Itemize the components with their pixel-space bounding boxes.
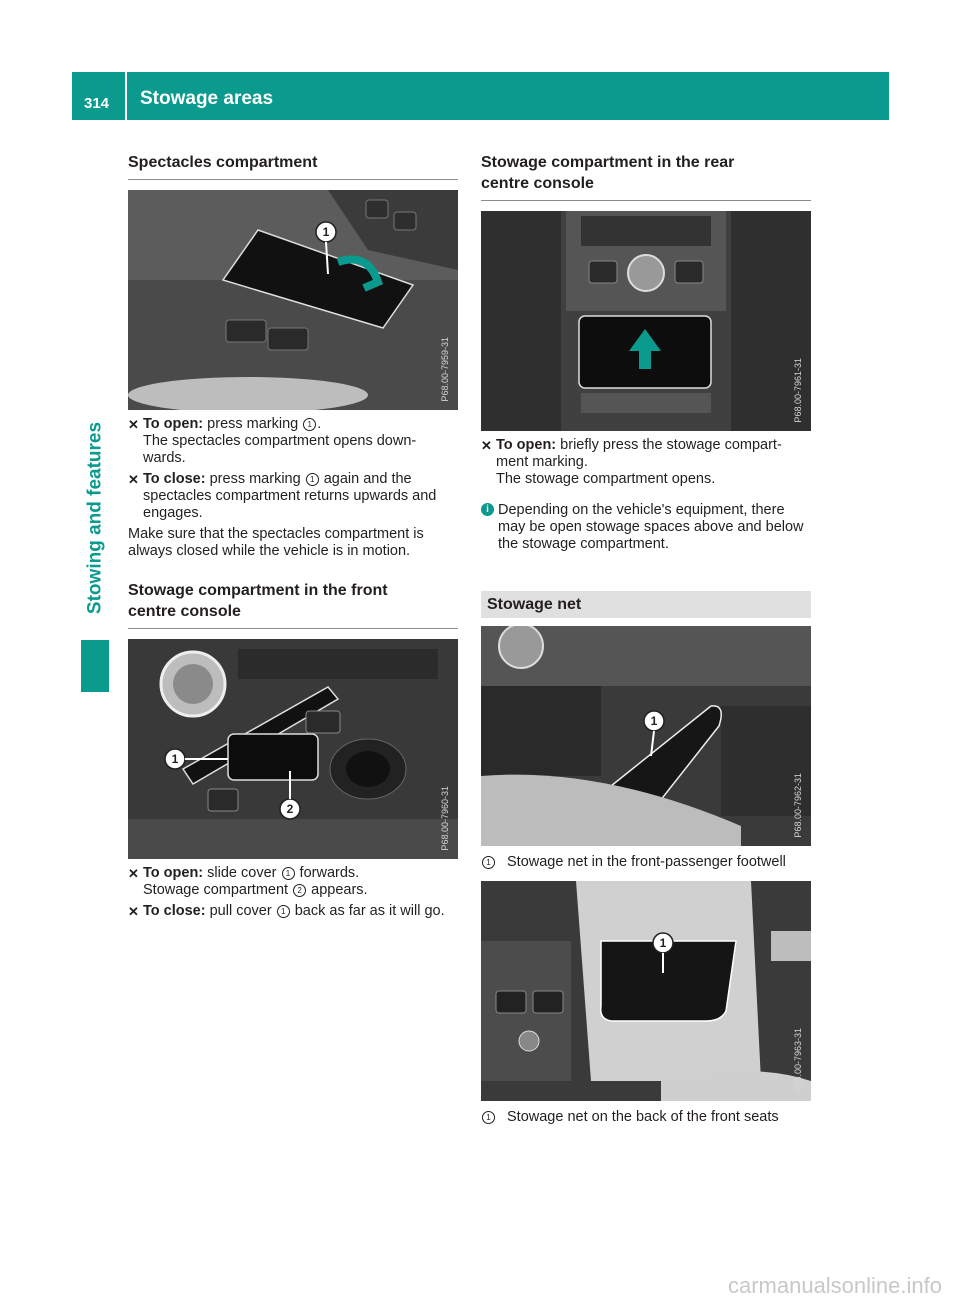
- callout-1-icon: 1: [282, 867, 295, 880]
- image-code: P68.00-7961-31: [793, 358, 803, 423]
- step-text: back as far as it will go.: [294, 903, 445, 919]
- step-open: [128, 416, 458, 467]
- step-open: [481, 437, 811, 488]
- step-result: Stowage compartment: [143, 882, 289, 898]
- step-text: press marking: [207, 416, 299, 432]
- callout-1-icon: 1: [482, 856, 495, 869]
- figure-rear-console: [481, 211, 811, 431]
- page-number: 314: [84, 95, 110, 112]
- step-result: The stowage compartment opens.: [496, 471, 716, 487]
- step-text: pull cover: [209, 903, 272, 919]
- callout-1: 1: [322, 225, 330, 239]
- watermark: carmanualsonline.info: [727, 1273, 942, 1298]
- rear-console-steps: [481, 437, 811, 488]
- image-code: P68.00-7962-31: [793, 773, 803, 838]
- front-console-illustration: [128, 639, 458, 859]
- side-tab-marker: [81, 640, 109, 692]
- caption-text: Stowage net in the front-passenger footwell: [507, 854, 786, 870]
- arrow-bullet-icon: ✕: [128, 417, 139, 432]
- arrow-bullet-icon: ✕: [481, 438, 492, 453]
- front-console-steps: [128, 865, 458, 920]
- heading-line: Stowage compartment in the front: [128, 582, 388, 599]
- info-text: Depending on the vehicle's equipment, there may be open stowage spaces above and below the stowage compartment.: [498, 502, 804, 552]
- image-code: P68.00-7959-31: [440, 337, 450, 402]
- step-label: To close:: [143, 903, 206, 919]
- stowage-net-footwell-illustration: [481, 626, 811, 846]
- section-heading-rear-console: [481, 152, 811, 201]
- callout-2-icon: 2: [293, 884, 306, 897]
- side-tab-label: Stowing and features: [84, 421, 106, 615]
- step-result: The spectacles compartment opens down-wards.: [143, 433, 417, 466]
- image-code: P68.00-7963-31: [793, 1028, 803, 1093]
- callout-2: 2: [286, 802, 294, 816]
- callout-1: 1: [171, 752, 179, 766]
- heading-line: centre console: [481, 175, 594, 192]
- arrow-bullet-icon: ✕: [128, 904, 139, 919]
- arrow-bullet-icon: ✕: [128, 472, 139, 487]
- spectacles-illustration: [128, 190, 458, 410]
- arrow-bullet-icon: ✕: [128, 866, 139, 881]
- right-column: [481, 152, 811, 1126]
- step-text: forwards.: [299, 865, 360, 881]
- step-text: briefly press the stowage compart-ment marking.: [496, 437, 782, 470]
- info-note: [481, 502, 811, 553]
- stowage-net-seatback-illustration: [481, 881, 811, 1101]
- callout-1-icon: 1: [482, 1111, 495, 1124]
- caption-seatback: [481, 1109, 811, 1126]
- step-text: again and the spectacles compartment returns upwards and engages.: [143, 471, 437, 521]
- callout-1-icon: 1: [303, 418, 316, 431]
- step-label: To open:: [143, 416, 204, 432]
- section-heading-stowage-net: Stowage net: [481, 591, 811, 618]
- step-open: [128, 865, 458, 899]
- step-label: To close:: [143, 471, 206, 487]
- figure-stowage-net-footwell: [481, 626, 811, 846]
- image-code: P68.00-7960-31: [440, 786, 450, 851]
- caption-footwell: [481, 854, 811, 871]
- page-title: Stowage areas: [140, 88, 274, 109]
- step-text: press marking: [209, 471, 301, 487]
- header-divider: [125, 72, 127, 120]
- heading-line: centre console: [128, 603, 241, 620]
- rear-console-illustration: [481, 211, 811, 431]
- step-label: To open:: [496, 437, 557, 453]
- figure-stowage-net-seatback: [481, 881, 811, 1101]
- step-text: .: [317, 416, 322, 432]
- callout-1-icon: 1: [306, 473, 319, 486]
- caption-text: Stowage net on the back of the front seats: [507, 1109, 779, 1125]
- callout-1-icon: 1: [277, 905, 290, 918]
- step-close: [128, 903, 458, 920]
- spectacles-steps: [128, 416, 458, 522]
- step-close: [128, 471, 458, 522]
- callout-1: 1: [659, 936, 667, 950]
- figure-front-console: [128, 639, 458, 859]
- left-column: [128, 152, 458, 924]
- section-heading-front-console: [128, 580, 458, 629]
- step-label: To open:: [143, 865, 204, 881]
- callout-1: 1: [650, 714, 658, 728]
- step-result: appears.: [311, 882, 368, 898]
- spectacles-note: Make sure that the spectacles compartment is always closed while the vehicle is in motion.: [128, 526, 424, 559]
- section-heading-spectacles: Spectacles compartment: [128, 152, 458, 180]
- figure-spectacles-compartment: [128, 190, 458, 410]
- info-icon: i: [481, 503, 494, 516]
- step-text: slide cover: [207, 865, 277, 881]
- heading-line: Stowage compartment in the rear: [481, 154, 735, 171]
